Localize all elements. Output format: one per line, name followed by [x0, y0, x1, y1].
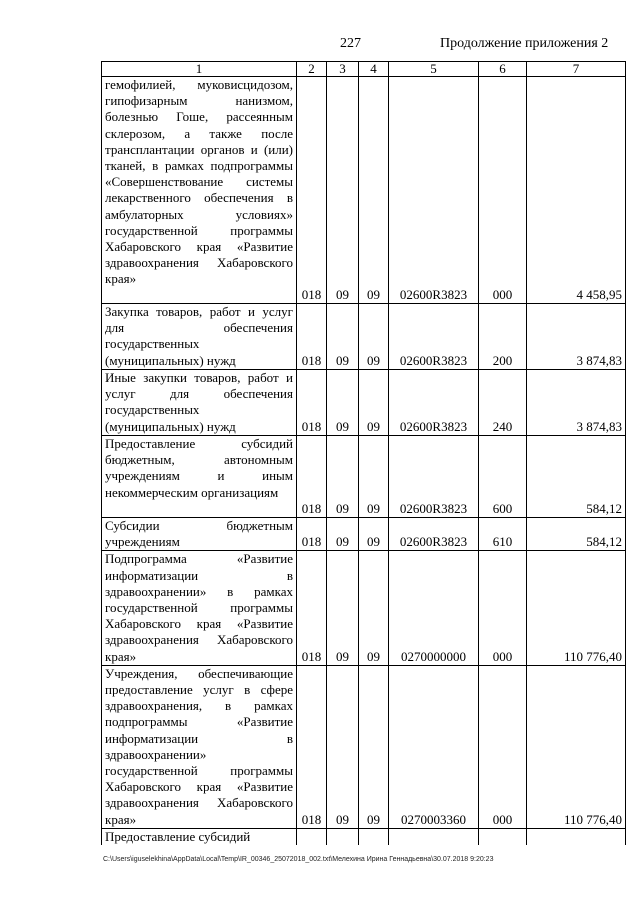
- table-row: [102, 304, 626, 370]
- row-amount: 3 874,83: [527, 370, 626, 436]
- row-code-2: 018: [297, 304, 327, 370]
- row-description: Субсидии бюджетным учреждениям: [102, 518, 297, 551]
- row-code-5: 02600R3823: [389, 518, 479, 551]
- row-code-2: 018: [297, 370, 327, 436]
- row-code-3: 09: [327, 518, 359, 551]
- row-description: Предоставление субсидий: [102, 828, 297, 845]
- row-code-3: 09: [327, 370, 359, 436]
- row-code-5: [389, 828, 479, 845]
- col-header-4: 4: [359, 62, 389, 77]
- table-row: [102, 77, 626, 304]
- table-row: [102, 828, 626, 845]
- row-code-6: [479, 828, 527, 845]
- row-code-3: 09: [327, 665, 359, 828]
- row-code-6: 610: [479, 518, 527, 551]
- row-code-4: 09: [359, 551, 389, 665]
- row-code-5: 02600R3823: [389, 370, 479, 436]
- footer-file-path: C:\Users\iguselekhina\AppData\Local\Temp\IR_00346_25072018_002.txt\Мелехина Ирина Геннадьевна\30.07.2018 9:20:23: [103, 856, 494, 863]
- row-code-5: 02600R3823: [389, 77, 479, 304]
- row-code-4: 09: [359, 304, 389, 370]
- budget-table: [101, 61, 626, 845]
- table-header-row: [102, 62, 626, 77]
- row-code-2: [297, 828, 327, 845]
- row-code-4: 09: [359, 518, 389, 551]
- row-amount: 584,12: [527, 518, 626, 551]
- col-header-2: 2: [297, 62, 327, 77]
- row-code-3: 09: [327, 551, 359, 665]
- row-description: Предоставление субсидий бюджетным, автономным учреждениям и иным некоммерческим организациям: [102, 436, 297, 518]
- row-amount: 110 776,40: [527, 551, 626, 665]
- row-description: Иные закупки товаров, работ и услуг для обеспечения государственных (муниципальных) нужд: [102, 370, 297, 436]
- row-code-4: 09: [359, 436, 389, 518]
- row-code-4: 09: [359, 77, 389, 304]
- row-amount: 3 874,83: [527, 304, 626, 370]
- col-header-6: 6: [479, 62, 527, 77]
- row-description: Учреждения, обеспечивающие предоставление услуг в сфере здравоохранения, в рамках подпрограммы «Развитие информатизации в здравоохранении» государственной программы Хабаровского края «Развитие здравоохранения Хабаровского края»: [102, 665, 297, 828]
- col-header-3: 3: [327, 62, 359, 77]
- row-code-2: 018: [297, 77, 327, 304]
- row-code-5: 0270003360: [389, 665, 479, 828]
- row-code-4: 09: [359, 370, 389, 436]
- row-code-3: 09: [327, 77, 359, 304]
- row-code-3: 09: [327, 436, 359, 518]
- row-code-2: 018: [297, 551, 327, 665]
- row-code-2: 018: [297, 436, 327, 518]
- col-header-7: 7: [527, 62, 626, 77]
- table-row: [102, 665, 626, 828]
- row-code-6: 000: [479, 551, 527, 665]
- row-code-6: 600: [479, 436, 527, 518]
- row-code-2: 018: [297, 518, 327, 551]
- table-row: [102, 370, 626, 436]
- row-code-2: 018: [297, 665, 327, 828]
- row-amount: 110 776,40: [527, 665, 626, 828]
- page-number: 227: [340, 36, 361, 51]
- row-code-3: 09: [327, 304, 359, 370]
- table-row: [102, 518, 626, 551]
- row-amount: 4 458,95: [527, 77, 626, 304]
- row-code-5: 02600R3823: [389, 304, 479, 370]
- row-code-6: 000: [479, 77, 527, 304]
- row-description: гемофилией, муковисцидозом, гипофизарным нанизмом, болезнью Гоше, рассеянным склерозом, а также после трансплантации органов и (или) тканей, в рамках подпрограммы «Совершенствование системы лекарственного обеспечения в амбулаторных условиях» государственной программы Хабаровского края «Развитие здравоохранения Хабаровского края»: [102, 77, 297, 304]
- row-description: Подпрограмма «Развитие информатизации в здравоохранении» в рамках государственной программы Хабаровского края «Развитие здравоохранения Хабаровского края»: [102, 551, 297, 665]
- row-code-3: [327, 828, 359, 845]
- row-code-4: 09: [359, 665, 389, 828]
- row-code-6: 000: [479, 665, 527, 828]
- col-header-5: 5: [389, 62, 479, 77]
- row-code-5: 02600R3823: [389, 436, 479, 518]
- col-header-1: 1: [102, 62, 297, 77]
- row-code-6: 240: [479, 370, 527, 436]
- table-row: [102, 436, 626, 518]
- row-code-6: 200: [479, 304, 527, 370]
- row-description: Закупка товаров, работ и услуг для обеспечения государственных (муниципальных) нужд: [102, 304, 297, 370]
- table-row: [102, 551, 626, 665]
- continuation-label: Продолжение приложения 2: [440, 36, 609, 51]
- row-amount: [527, 828, 626, 845]
- row-amount: 584,12: [527, 436, 626, 518]
- row-code-5: 0270000000: [389, 551, 479, 665]
- row-code-4: [359, 828, 389, 845]
